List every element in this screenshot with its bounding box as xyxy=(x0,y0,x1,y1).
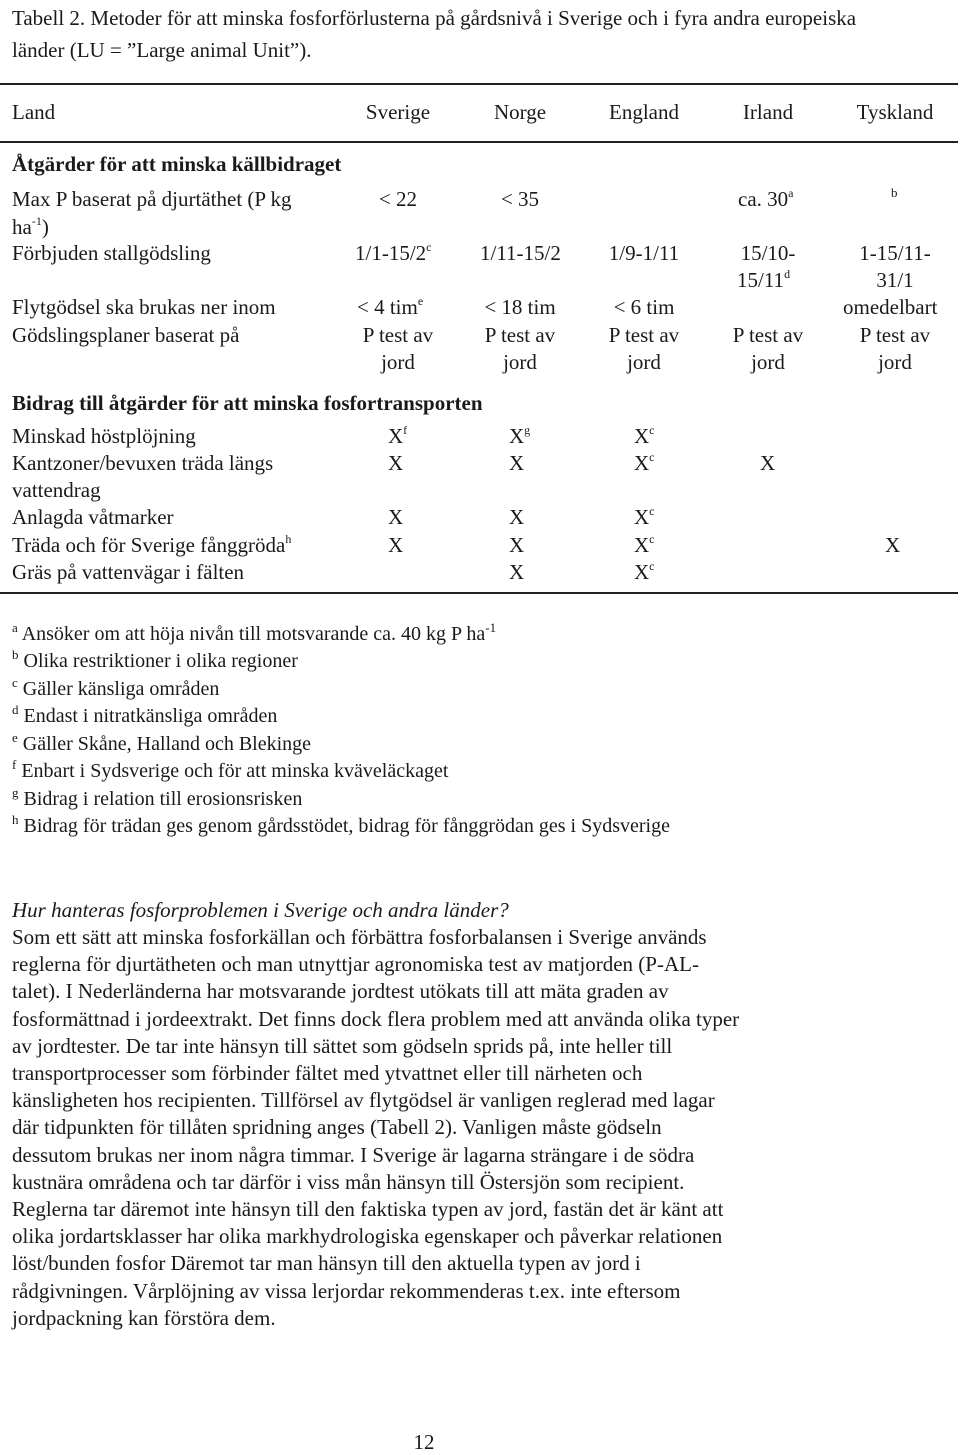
row-trada-norge: X xyxy=(509,533,525,557)
row-host-england: $X^c$ xyxy=(634,423,655,448)
table-caption: Tabell 2. Metoder för att minska fosforförlusterna på gårdsnivå i Sverige och i fyra andra europeiska länder (LU = ”Large animal Unit”). xyxy=(12,6,857,62)
page-number: 12 xyxy=(413,1430,435,1454)
body-line: Reglerna tar däremot inte hänsyn till den faktiska typen av jord, fastän det är känt att xyxy=(12,1197,724,1222)
footnote-e: $^e$ Gäller Skåne, Halland och Blekinge xyxy=(12,730,312,755)
row-host-sverige: $X^f$ xyxy=(388,423,408,448)
footnote-h: $^h$ Bidrag för trädan ges genom gårdsstödet, bidrag för fånggrödan ges i Sydsverige xyxy=(12,812,670,837)
header-land: Land xyxy=(12,100,56,124)
row-forbjuden-norge: 1/11-15/2 xyxy=(480,241,561,265)
row-trada-tyskland: X xyxy=(885,533,901,557)
row-kant-irland: X xyxy=(760,451,776,475)
row-forbjuden-tyskland-line1: 1-15/11- xyxy=(859,241,931,265)
row-flyt-england: < 6 tim xyxy=(613,295,675,319)
row-max-norge: < 35 xyxy=(500,187,540,211)
footnote-b: $^b$ Olika restriktioner i olika regioner xyxy=(12,647,298,672)
body-line: fosformättnad i jordeextrakt. Det finns dock flera problem med att använda olika typer xyxy=(12,1006,740,1031)
body-line: olika jordartsklasser har olika markhydrologiska egenskaper och påverkar relationen xyxy=(12,1224,723,1249)
row-flyt-sverige: < 4 tim$^e$ xyxy=(357,294,424,319)
table-bottom-rule xyxy=(0,592,958,594)
row-kant-label-line1: Kantzoner/bevuxen träda längs xyxy=(12,451,274,475)
row-max-label-unit: $ha^{-1}$) xyxy=(12,214,49,239)
row-kant-norge: X xyxy=(509,451,525,475)
header-norge: Norge xyxy=(493,100,547,124)
section-heading: Hur hanteras fosforproblemen i Sverige och andra länder? xyxy=(12,898,509,922)
row-plan-tyskland-line1: P test av xyxy=(859,323,931,347)
row-plan-irland-line2: jord xyxy=(751,350,785,374)
row-anl-england: $X^c$ xyxy=(634,504,655,529)
row-kant-label-line2: vattendrag xyxy=(12,478,101,502)
row-host-norge: $X^g$ xyxy=(509,423,531,448)
row-max-label: Max P baserat på djurtäthet (P kg xyxy=(12,187,292,211)
row-plan-irland-line1: P test av xyxy=(732,323,804,347)
row-forbjuden-label: Förbjuden stallgödsling xyxy=(12,241,211,265)
row-gras-label: Gräs på vattenvägar i fälten xyxy=(12,560,245,584)
row-trada-sverige: X xyxy=(388,533,404,557)
body-line: reglerna för djurtätheten och man utnyttjar agronomiska test av matjorden (P-AL- xyxy=(12,952,699,977)
row-anl-norge: X xyxy=(509,505,525,529)
section-heading-source: Åtgärder för att minska källbidraget xyxy=(12,152,342,176)
row-anl-sverige: X xyxy=(388,505,404,529)
row-trada-label: Träda och för Sverige fånggröda$^h$ xyxy=(12,532,292,557)
row-plan-sverige-line1: P test av xyxy=(362,323,434,347)
header-rule xyxy=(0,141,958,143)
row-max-irland: ca. 30$^a$ xyxy=(738,186,794,211)
row-plan-norge-line2: jord xyxy=(503,350,537,374)
row-plan-england-line1: P test av xyxy=(608,323,680,347)
body-line: dessutom brukas ner inom några timmar. I Sverige är lagarna strängare i de södra xyxy=(12,1142,695,1167)
row-max-tyskland-note: b xyxy=(891,185,898,200)
body-paragraph xyxy=(12,924,942,1332)
header-irland: Irland xyxy=(742,100,794,124)
body-line: känsligheten hos recipienten. Tillförsel av flytgödsel är vanligen reglerad med lagar xyxy=(12,1088,715,1113)
row-flyt-norge: < 18 tim xyxy=(484,295,556,319)
body-line: talet). I Nederländerna har motsvarande jordtest utökats till att mäta graden av xyxy=(12,979,669,1004)
row-forbjuden-irland-line2: 15/11$^d$ xyxy=(737,267,791,292)
footnote-d: $^d$ Endast i nitratkänsliga områden xyxy=(12,702,278,727)
body-line: transportprocesser som förbinder fältet med ytvattnet eller till närheten och xyxy=(12,1061,643,1086)
footnote-c: $^c$ Gäller känsliga områden xyxy=(12,675,220,700)
row-plan-norge-line1: P test av xyxy=(484,323,556,347)
footnote-f: $^f$ Enbart i Sydsverige och för att minska kväveläckaget xyxy=(12,757,449,782)
row-max-sverige: < 22 xyxy=(378,187,418,211)
row-host-label: Minskad höstplöjning xyxy=(12,424,196,448)
row-plan-tyskland-line2: jord xyxy=(878,350,912,374)
row-plan-sverige-line2: jord xyxy=(381,350,415,374)
body-line: jordpackning kan förstöra dem. xyxy=(12,1305,276,1330)
row-plan-label: Gödslingsplaner baserat på xyxy=(12,323,240,347)
body-line: löst/bunden fosfor Däremot tar man hänsyn till den aktuella typen av jord i xyxy=(12,1251,641,1276)
row-kant-england: $X^c$ xyxy=(634,450,655,475)
row-forbjuden-irland-line1: 15/10- xyxy=(740,241,796,265)
row-forbjuden-england: 1/9-1/11 xyxy=(608,241,680,265)
row-forbjuden-sverige: 1/1-15/2$^c$ xyxy=(355,240,432,265)
header-england: England xyxy=(609,100,679,124)
body-line: kustnära områdena och tar därför i viss mån hänsyn till Östersjön som recipient. xyxy=(12,1169,685,1194)
row-flyt-tyskland: omedelbart xyxy=(843,295,938,319)
footnote-a: $^a$ Ansöker om att höja nivån till motsvarande ca. 40 kg P $ha^{-1}$ xyxy=(12,620,497,645)
row-trada-england: $X^c$ xyxy=(634,532,655,557)
row-gras-norge: X xyxy=(509,560,525,584)
header-sverige: Sverige xyxy=(365,100,431,124)
body-line: där tidpunkten för tillåten spridning anges (Tabell 2). Vanligen måste gödseln xyxy=(12,1115,662,1140)
row-kant-sverige: X xyxy=(388,451,404,475)
body-line: rådgivningen. Vårplöjning av vissa lerjordar rekommenderas t.ex. inte eftersom xyxy=(12,1278,681,1303)
body-line: Som ett sätt att minska fosforkällan och förbättra fosforbalansen i Sverige används xyxy=(12,925,707,949)
row-plan-england-line2: jord xyxy=(627,350,661,374)
body-line: av jordtester. De tar inte hänsyn till sättet som gödseln sprids på, inte heller till xyxy=(12,1033,673,1058)
row-forbjuden-tyskland-line2: 31/1 xyxy=(876,268,914,292)
table-top-rule xyxy=(0,83,958,85)
section-heading-transport: Bidrag till åtgärder för att minska fosfortransporten xyxy=(12,391,483,415)
row-anl-label: Anlagda våtmarker xyxy=(12,505,174,529)
header-tyskland: Tyskland xyxy=(856,100,934,124)
footnote-g: $^g$ Bidrag i relation till erosionsrisken xyxy=(12,785,303,810)
row-flyt-label: Flytgödsel ska brukas ner inom xyxy=(12,295,276,319)
row-gras-england: $X^c$ xyxy=(634,559,655,584)
